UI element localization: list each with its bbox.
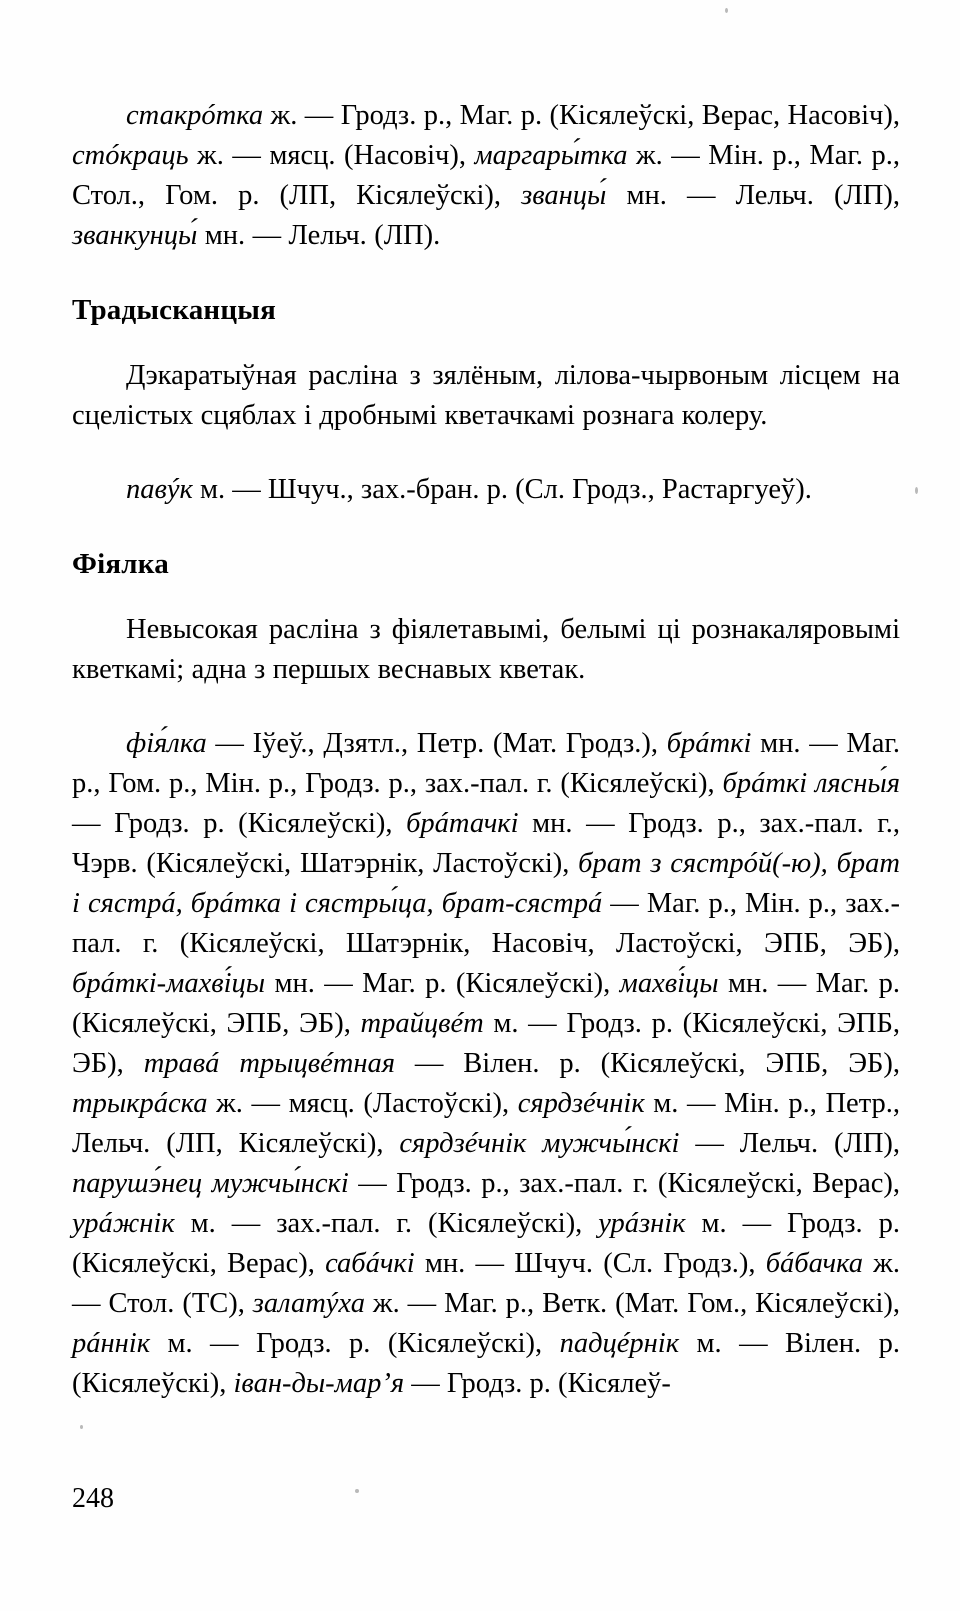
entry-text: — Маг. р., Мін. р., зах.-пал. г. (Кісялеўскі, Шатэрнік, Насовіч, Ластоўскі, ЭПБ, ЭБ), xyxy=(72,888,900,959)
spacer xyxy=(72,436,900,470)
continued-entry-paragraph xyxy=(72,96,900,256)
headword-italic: званцы́ xyxy=(521,180,607,211)
entry-text: ж. — Мін. р., Маг. р., Стол., Гом. р. (ЛП, Кісялеўскі), xyxy=(72,140,900,211)
headword-italic: урáзнік xyxy=(598,1208,686,1239)
headword-italic: маргары́тка xyxy=(474,140,628,171)
entry-text: ж. — мясц. (Ластоўскі), xyxy=(207,1088,518,1119)
headword-italic: брáткі xyxy=(666,728,752,759)
headword-italic: павýк xyxy=(126,474,193,505)
entry-text: м. — зах.-пал. г. (Кісялеўскі), xyxy=(174,1208,599,1239)
spacer xyxy=(72,584,900,610)
entry-text: — Гродз. р. (Кісялеўскі), xyxy=(72,808,407,839)
entry-text: м. — Гродз. р. (Кісялеўскі), xyxy=(150,1328,560,1359)
headword-italic: бáбачка xyxy=(765,1248,863,1279)
entry-text: — Гродз. р., зах.-пал. г. (Кісялеўскі, Верас), xyxy=(348,1168,900,1199)
headword-italic: стакрóтка xyxy=(126,100,264,131)
dialect-entry-fiyalka xyxy=(72,724,900,1404)
entry-text: — Гродз. р. (Кісялеў- xyxy=(404,1368,671,1399)
entry-text: м. — Шчуч., зах.-бран. р. (Сл. Гродз., Растаргуеў). xyxy=(192,474,812,505)
headword-italic: званкунцы́ xyxy=(72,220,198,251)
scan-speck xyxy=(915,487,918,494)
entry-text: — Лельч. (ЛП), xyxy=(679,1128,901,1159)
headword-italic: фія́лка xyxy=(126,728,207,759)
headword-italic: парушэ́нец мужчы́нскі xyxy=(72,1168,349,1199)
entry-text: ж. — Стол. (ТС), xyxy=(72,1248,900,1319)
headword-italic: брат з сястрóй(-ю), брат і сястрá, брáтка і сястры́ца, брат-сястрá xyxy=(72,848,900,919)
headword-italic: рáннік xyxy=(72,1328,151,1359)
headword-italic: стóкраць xyxy=(72,140,189,171)
entry-text: ж. — Маг. р., Ветк. (Мат. Гом., Кісялеўскі), xyxy=(364,1288,900,1319)
headword-italic: брáтачкі xyxy=(406,808,519,839)
dialect-entry-tradyskantsyya xyxy=(72,470,900,510)
page-number: 248 xyxy=(72,1483,114,1514)
headword-italic: іван-ды-мар’я xyxy=(233,1368,405,1399)
headword-italic: трайцвéт xyxy=(360,1008,484,1039)
section-heading-tradyskantsyya: Традысканцыя xyxy=(72,294,276,326)
entry-text: мн. — Маг. р., Гом. р., Мін. р., Гродз. р., зах.-пал. г. (Кісялеўскі), xyxy=(72,728,900,799)
entry-text: м. — Мін. р., Петр., Лельч. (ЛП, Кісялеўскі), xyxy=(72,1088,900,1159)
section-heading-fiyalka: Фіялка xyxy=(72,548,169,580)
spacer xyxy=(72,510,900,544)
headword-italic: сярдзéчнік мужчы́нскі xyxy=(399,1128,680,1159)
headword-italic: махві́цы xyxy=(619,968,719,999)
entry-text: — Вілен. р. (Кісялеўскі, ЭПБ, ЭБ), xyxy=(394,1048,901,1079)
headword-italic: брáткі лясны́я xyxy=(722,768,900,799)
headword-italic: трыкрáска xyxy=(72,1088,208,1119)
headword-italic: залатýха xyxy=(252,1288,365,1319)
headword-italic: урáжнік xyxy=(72,1208,175,1239)
headword-italic: сабáчкі xyxy=(325,1248,415,1279)
headword-italic: сярдзéчнік xyxy=(517,1088,645,1119)
entry-text: — Іўеў., Дзятл., Петр. (Мат. Гродз.), xyxy=(206,728,667,759)
headword-italic: падцéрнік xyxy=(559,1328,680,1359)
spacer xyxy=(72,256,900,290)
entry-text: ж. — Гродз. р., Маг. р. (Кісялеўскі, Верас, Насовіч), xyxy=(263,100,900,131)
section-definition-tradyskantsyya: Дэкаратыўная расліна з зялёным, лілова-чырвоным лісцем на сцелістых сцяблах і дробнымі кветачкамі рознага колеру. xyxy=(72,360,900,431)
headword-italic: брáткі-махві́цы xyxy=(72,968,266,999)
entry-text: м. — Гродз. р. (Кісялеўскі, ЭПБ, ЭБ), xyxy=(72,1008,900,1079)
section-definition-fiyalka: Невысокая расліна з фіялетавымі, белымі ці рознакаляровымі кветкамі; адна з першых веснавых кветак. xyxy=(72,614,900,685)
entry-text: м. — Гродз. р. (Кісялеўскі, Верас), xyxy=(72,1208,900,1279)
entry-text: ж. — мясц. (Насовіч), xyxy=(188,140,475,171)
scan-speck xyxy=(80,1425,83,1429)
entry-text: мн. — Гродз. р., зах.-пал. г., Чэрв. (Кісялеўскі, Шатэрнік, Ластоўскі), xyxy=(72,808,900,879)
scan-speck xyxy=(355,1489,359,1493)
entry-text: мн. — Лельч. (ЛП). xyxy=(197,220,441,251)
entry-text: м. — Вілен. р. (Кісялеўскі), xyxy=(72,1328,900,1399)
entry-text: мн. — Лельч. (ЛП), xyxy=(606,180,900,211)
entry-text: мн. — Маг. р. (Кісялеўскі, ЭПБ, ЭБ), xyxy=(72,968,900,1039)
spacer xyxy=(72,690,900,724)
headword-italic: травá трыцвéтная xyxy=(143,1048,395,1079)
entry-text: мн. — Шчуч. (Сл. Гродз.), xyxy=(414,1248,766,1279)
scan-speck xyxy=(725,8,728,13)
spacer xyxy=(72,330,900,356)
entry-text: мн. — Маг. р. (Кісялеўскі), xyxy=(265,968,620,999)
page-text-block xyxy=(72,96,900,1404)
